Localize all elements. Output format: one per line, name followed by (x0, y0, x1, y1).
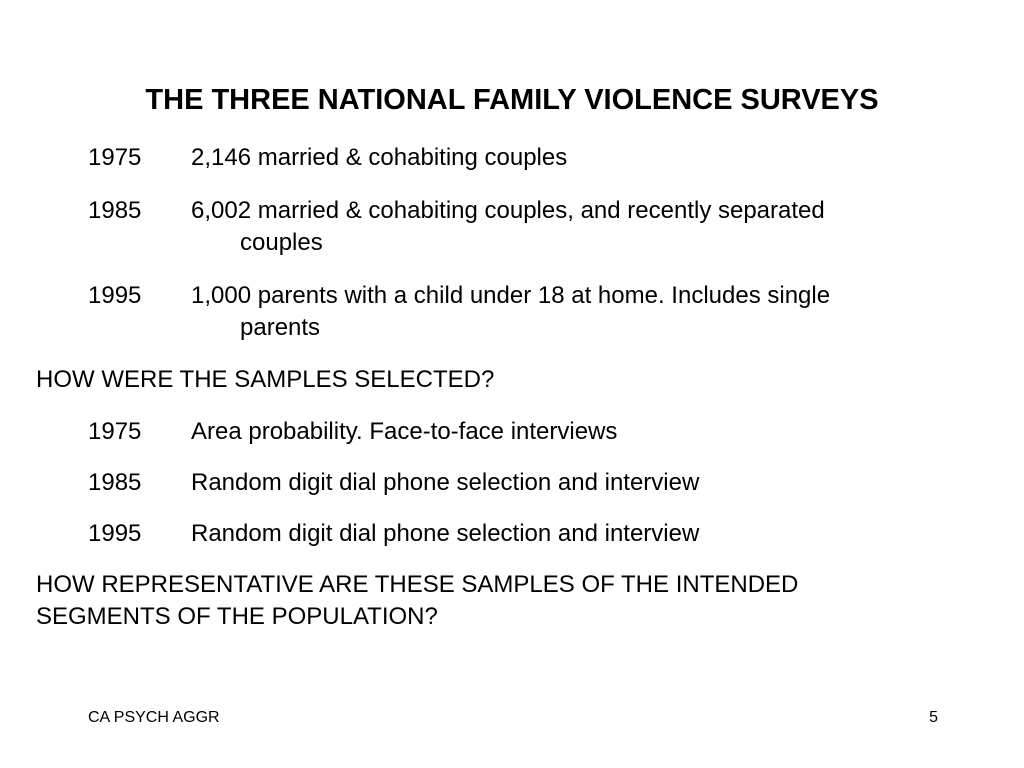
representative-heading-line-2: SEGMENTS OF THE POPULATION? (36, 603, 438, 630)
survey-entry-1975 (88, 142, 567, 174)
survey-year: 1985 (88, 197, 142, 224)
representative-heading (36, 569, 798, 633)
selection-year: 1985 (88, 469, 142, 496)
survey-description: 6,002 married & cohabiting couples, and recently separated (191, 197, 825, 224)
selection-entry-1975 (88, 416, 617, 448)
selection-year: 1975 (88, 418, 142, 445)
selection-method: Area probability. Face-to-face interviews (191, 418, 618, 445)
survey-entry-1995 (88, 280, 830, 344)
selection-method: Random digit dial phone selection and interview (191, 469, 700, 496)
survey-year: 1975 (88, 144, 142, 171)
selection-heading: HOW WERE THE SAMPLES SELECTED? (36, 366, 495, 393)
survey-year: 1995 (88, 282, 142, 309)
footer-page-number: 5 (929, 709, 938, 726)
survey-entry-1985 (88, 195, 825, 259)
selection-entry-1995 (88, 518, 699, 550)
slide-title: THE THREE NATIONAL FAMILY VIOLENCE SURVEYS (145, 84, 879, 116)
selection-method: Random digit dial phone selection and interview (191, 520, 700, 547)
representative-heading-line-1: HOW REPRESENTATIVE ARE THESE SAMPLES OF THE INTENDED (36, 571, 799, 598)
selection-year: 1995 (88, 520, 142, 547)
survey-description-continued: couples (240, 229, 323, 256)
selection-entry-1985 (88, 467, 699, 499)
survey-description: 2,146 married & cohabiting couples (191, 144, 568, 171)
survey-description-continued: parents (240, 314, 321, 341)
survey-description: 1,000 parents with a child under 18 at home. Includes single (191, 282, 831, 309)
footer-course-label: CA PSYCH AGGR (88, 709, 220, 726)
